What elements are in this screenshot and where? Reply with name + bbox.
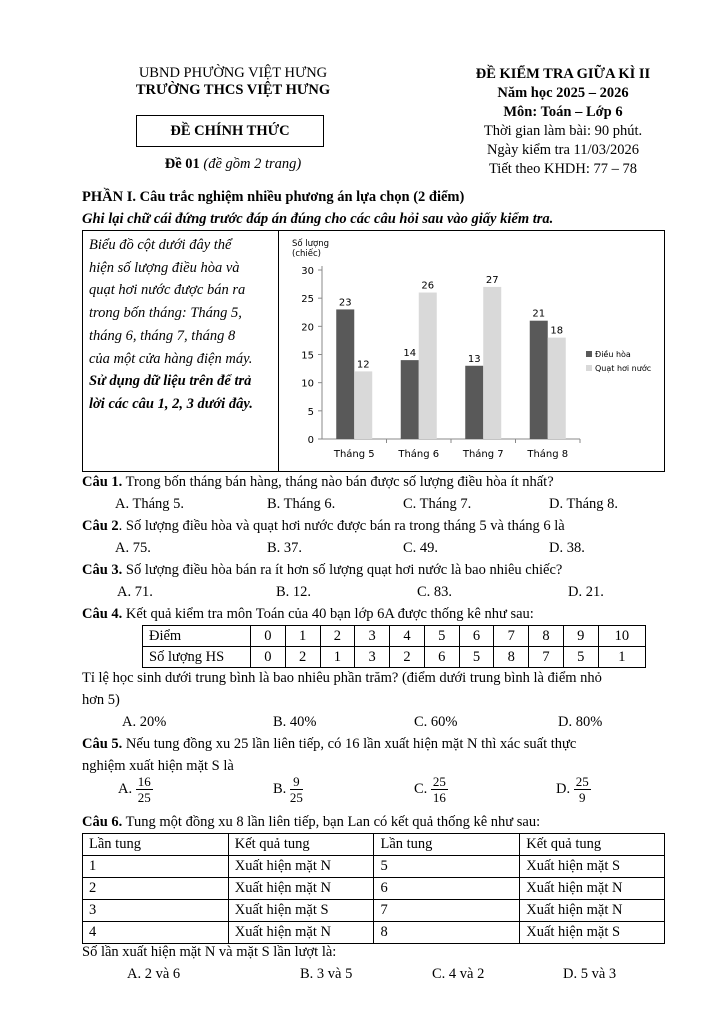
table-cell: Xuất hiện mặt N — [228, 856, 374, 878]
lesson-periods: Tiết theo KHDH: 77 – 78 — [488, 161, 638, 177]
table-cell: 2 — [320, 626, 355, 647]
table-header-cell: Lần tung — [83, 834, 229, 856]
table-cell: 7 — [529, 647, 564, 668]
x-tick-label: Tháng 8 — [527, 449, 569, 460]
table-cell: 7 — [494, 626, 529, 647]
legend-swatch — [586, 351, 592, 357]
table-cell: 0 — [251, 647, 286, 668]
question-5 — [82, 736, 576, 753]
option-letter: C. — [414, 780, 428, 797]
description-line: hiện số lượng điều hòa và — [89, 259, 240, 276]
y-tick-label: 10 — [301, 378, 314, 390]
q2-option-d[interactable]: D. 38. — [549, 540, 585, 556]
q5-option-b[interactable] — [273, 774, 303, 805]
question-label: Câu 5. — [82, 736, 123, 752]
bar-quat-hoi-nuoc — [419, 293, 437, 439]
q2-option-a[interactable]: A. 75. — [115, 540, 151, 556]
duration: Thời gian làm bài: 90 phút. — [483, 123, 643, 139]
q2-option-c[interactable]: C. 49. — [403, 540, 439, 556]
table-cell: 0 — [251, 626, 286, 647]
q1-option-a[interactable]: A. Tháng 5. — [115, 496, 185, 512]
question-3 — [82, 562, 562, 579]
header-right — [418, 65, 708, 179]
table-cell: 8 — [529, 626, 564, 647]
fraction — [574, 774, 591, 805]
denominator: 25 — [289, 790, 303, 805]
table-row — [143, 647, 646, 668]
question-text: Trong bốn tháng bán hàng, tháng nào bán được số lượng điều hòa ít nhất? — [122, 474, 554, 490]
numerator: 25 — [575, 774, 589, 789]
denominator: 9 — [578, 790, 586, 805]
y-tick-label: 30 — [301, 266, 314, 277]
description-instruction: lời các câu 1, 2, 3 dưới đây. — [89, 395, 253, 412]
table-cell: 6 — [424, 647, 459, 668]
school-year: Năm học 2025 – 2026 — [497, 85, 629, 101]
question-text: . Số lượng điều hòa và quạt hơi nước được bán ra trong tháng 5 và tháng 6 là — [118, 518, 565, 534]
table-cell: Xuất hiện mặt N — [228, 878, 374, 900]
bar-dieu-hoa — [530, 321, 548, 439]
description-line: Biểu đồ cột dưới đây thể — [89, 237, 232, 253]
question-text: Nếu tung đồng xu 25 lần liên tiếp, có 16 lần xuất hiện mặt N thì xác suất thực — [122, 736, 577, 752]
y-axis-label: Số lượng — [292, 239, 330, 249]
y-tick-label: 25 — [301, 294, 314, 306]
bar-quat-hoi-nuoc — [354, 371, 372, 439]
table-cell: 10 — [598, 626, 645, 647]
question-label: Câu 4. — [82, 606, 123, 622]
x-tick-label: Tháng 6 — [398, 449, 440, 460]
q1-option-d[interactable]: D. Tháng 8. — [549, 496, 619, 512]
part1-instruction: Ghi lại chữ cái đứng trước đáp án đúng cho các câu hỏi sau vào giấy kiểm tra. — [82, 211, 554, 227]
header-left — [108, 65, 358, 99]
table-cell: 5 — [563, 647, 598, 668]
q5-option-c[interactable] — [414, 774, 448, 805]
fraction — [431, 774, 448, 805]
question-1 — [82, 474, 554, 491]
table-cell: 5 — [459, 647, 494, 668]
table-cell: 3 — [83, 900, 229, 922]
data-label: 18 — [550, 325, 564, 337]
exam-code-number: Đề 01 — [164, 156, 200, 172]
row-header-cell: Điểm — [143, 626, 251, 647]
q5-option-a[interactable] — [118, 774, 153, 805]
bar-quat-hoi-nuoc — [548, 338, 566, 439]
y-tick-label: 15 — [301, 350, 314, 362]
numerator: 25 — [432, 774, 446, 789]
x-tick-label: Tháng 7 — [462, 449, 504, 460]
table-row — [83, 878, 665, 900]
description-line: trong bốn tháng: Tháng 5, — [89, 305, 242, 322]
table-header-cell: Lần tung — [374, 834, 520, 856]
question-label: Câu 2 — [82, 518, 119, 534]
table-row — [83, 900, 665, 922]
q4-option-c[interactable]: C. 60% — [414, 714, 458, 730]
table-cell: 7 — [374, 900, 520, 922]
y-tick-label: 5 — [307, 406, 314, 418]
table-cell: 8 — [494, 647, 529, 668]
table-cell: Xuất hiện mặt N — [228, 922, 374, 944]
q6-option-d[interactable]: D. 5 và 3 — [563, 966, 617, 982]
q6-option-c[interactable]: C. 4 và 2 — [432, 966, 485, 982]
table-row — [83, 856, 665, 878]
coin-toss-table — [82, 833, 665, 944]
table-cell: Xuất hiện mặt N — [520, 878, 665, 900]
question-text: Tung một đồng xu 8 lần liên tiếp, bạn Lan có kết quả thống kê như sau: — [122, 814, 541, 830]
q4-option-b[interactable]: B. 40% — [273, 714, 317, 730]
fraction — [136, 774, 153, 805]
table-cell: 2 — [83, 878, 229, 900]
numerator: 9 — [290, 774, 303, 790]
y-axis-unit: (chiếc) — [292, 249, 321, 259]
table-cell: 4 — [83, 922, 229, 944]
table-cell: 5 — [374, 856, 520, 878]
exam-title: ĐỀ KIỂM TRA GIỮA KÌ II — [475, 66, 651, 82]
denominator: 16 — [432, 790, 446, 805]
q1-option-c[interactable]: C. Tháng 7. — [403, 496, 472, 512]
table-row — [143, 626, 646, 647]
question-4-prompt-cont: hơn 5) — [82, 692, 120, 708]
description-line: quạt hơi nước được bán ra — [89, 282, 246, 299]
bar-dieu-hoa — [465, 366, 483, 439]
table-cell: Xuất hiện mặt S — [520, 922, 665, 944]
denominator: 25 — [137, 790, 151, 805]
bar-dieu-hoa — [401, 360, 419, 439]
description-instruction: Sử dụng dữ liệu trên để trả — [89, 373, 252, 390]
table-cell: 1 — [83, 856, 229, 878]
subject: Môn: Toán – Lớp 6 — [503, 104, 623, 120]
question-4 — [82, 606, 534, 623]
legend-label: Điều hòa — [595, 350, 631, 359]
school-name: TRƯỜNG THCS VIỆT HƯNG — [135, 82, 331, 98]
y-tick-label: 0 — [307, 435, 314, 446]
q1-option-b[interactable]: B. Tháng 6. — [267, 496, 336, 512]
official-label: ĐỀ CHÍNH THỨC — [170, 123, 290, 139]
chart-description — [89, 234, 275, 416]
table-cell: 4 — [390, 626, 425, 647]
q4-option-d[interactable]: D. 80% — [558, 714, 603, 730]
q2-option-b[interactable]: B. 37. — [267, 540, 303, 556]
question-label: Câu 3. — [82, 562, 123, 578]
table-cell: 1 — [285, 626, 320, 647]
bar-quat-hoi-nuoc — [483, 287, 501, 439]
question-label: Câu 6. — [82, 814, 123, 830]
exam-code-note: (đề gồm 2 trang) — [199, 156, 302, 172]
table-cell: Xuất hiện mặt N — [520, 900, 665, 922]
table-header-row — [83, 834, 665, 856]
question-4-prompt: Tỉ lệ học sinh dưới trung bình là bao nhiêu phần trăm? (điểm dưới trung bình là điểm nhỏ — [82, 670, 602, 686]
data-label: 27 — [485, 274, 499, 286]
table-cell: 1 — [320, 647, 355, 668]
table-row — [83, 922, 665, 944]
table-cell: 2 — [390, 647, 425, 668]
table-cell: Xuất hiện mặt S — [228, 900, 374, 922]
data-label: 12 — [356, 359, 370, 371]
table-cell: 3 — [355, 626, 390, 647]
question-6-prompt: Số lần xuất hiện mặt N và mặt S lần lượt là: — [82, 944, 337, 960]
official-badge — [136, 115, 324, 147]
legend-label: Quạt hơi nước — [595, 364, 652, 373]
legend-swatch — [586, 365, 592, 371]
bar-dieu-hoa — [336, 309, 354, 439]
q6-option-a[interactable]: A. 2 và 6 — [127, 966, 181, 982]
data-label: 21 — [532, 308, 546, 320]
row-header-cell: Số lượng HS — [143, 647, 251, 668]
chart-box — [82, 230, 665, 472]
data-label: 23 — [338, 297, 352, 309]
part1-title: PHẦN I. Câu trắc nghiệm nhiều phương án lựa chọn (2 điểm) — [82, 189, 465, 205]
table-cell: 2 — [285, 647, 320, 668]
question-2 — [82, 518, 565, 535]
q6-option-b[interactable]: B. 3 và 5 — [300, 966, 353, 982]
data-label: 26 — [421, 280, 435, 292]
description-line: của một cửa hàng điện máy. — [89, 350, 253, 367]
table-header-cell: Kết quả tung — [228, 834, 374, 856]
table-cell: 6 — [459, 626, 494, 647]
y-tick-label: 20 — [301, 322, 314, 334]
data-label: 13 — [467, 353, 481, 365]
q5-option-d[interactable] — [556, 774, 591, 805]
numerator: 16 — [137, 774, 151, 789]
data-label: 14 — [403, 348, 417, 360]
option-letter: A. — [118, 780, 133, 797]
fraction — [290, 774, 303, 805]
table-cell: 9 — [563, 626, 598, 647]
q3-option-a[interactable]: A. 71. — [117, 584, 153, 600]
table-cell: 1 — [598, 647, 645, 668]
question-text: Kết quả kiểm tra môn Toán của 40 bạn lớp 6A được thống kê như sau: — [122, 606, 534, 622]
exam-code — [108, 156, 358, 173]
question-label: Câu 1. — [82, 474, 123, 490]
option-letter: D. — [556, 780, 571, 797]
question-5-cont: nghiệm xuất hiện mặt S là — [82, 758, 234, 774]
q4-option-a[interactable]: A. 20% — [122, 714, 167, 730]
table-cell: 6 — [374, 878, 520, 900]
table-cell: 8 — [374, 922, 520, 944]
option-letter: B. — [273, 780, 287, 797]
department-name: UBND PHƯỜNG VIỆT HƯNG — [138, 65, 328, 81]
bar-chart — [280, 232, 662, 469]
table-cell: 3 — [355, 647, 390, 668]
score-table — [142, 625, 646, 668]
question-text: Số lượng điều hòa bán ra ít hơn số lượng quạt hơi nước là bao nhiêu chiếc? — [122, 562, 563, 578]
table-cell: Xuất hiện mặt S — [520, 856, 665, 878]
x-tick-label: Tháng 5 — [333, 449, 375, 460]
q3-option-d[interactable]: D. 21. — [568, 584, 604, 600]
table-cell: 5 — [424, 626, 459, 647]
exam-date: Ngày kiểm tra 11/03/2026 — [486, 142, 640, 158]
q3-option-b[interactable]: B. 12. — [276, 584, 312, 600]
q3-option-c[interactable]: C. 83. — [417, 584, 453, 600]
description-line: tháng 6, tháng 7, tháng 8 — [89, 327, 236, 344]
table-header-cell: Kết quả tung — [520, 834, 665, 856]
question-6 — [82, 814, 540, 831]
